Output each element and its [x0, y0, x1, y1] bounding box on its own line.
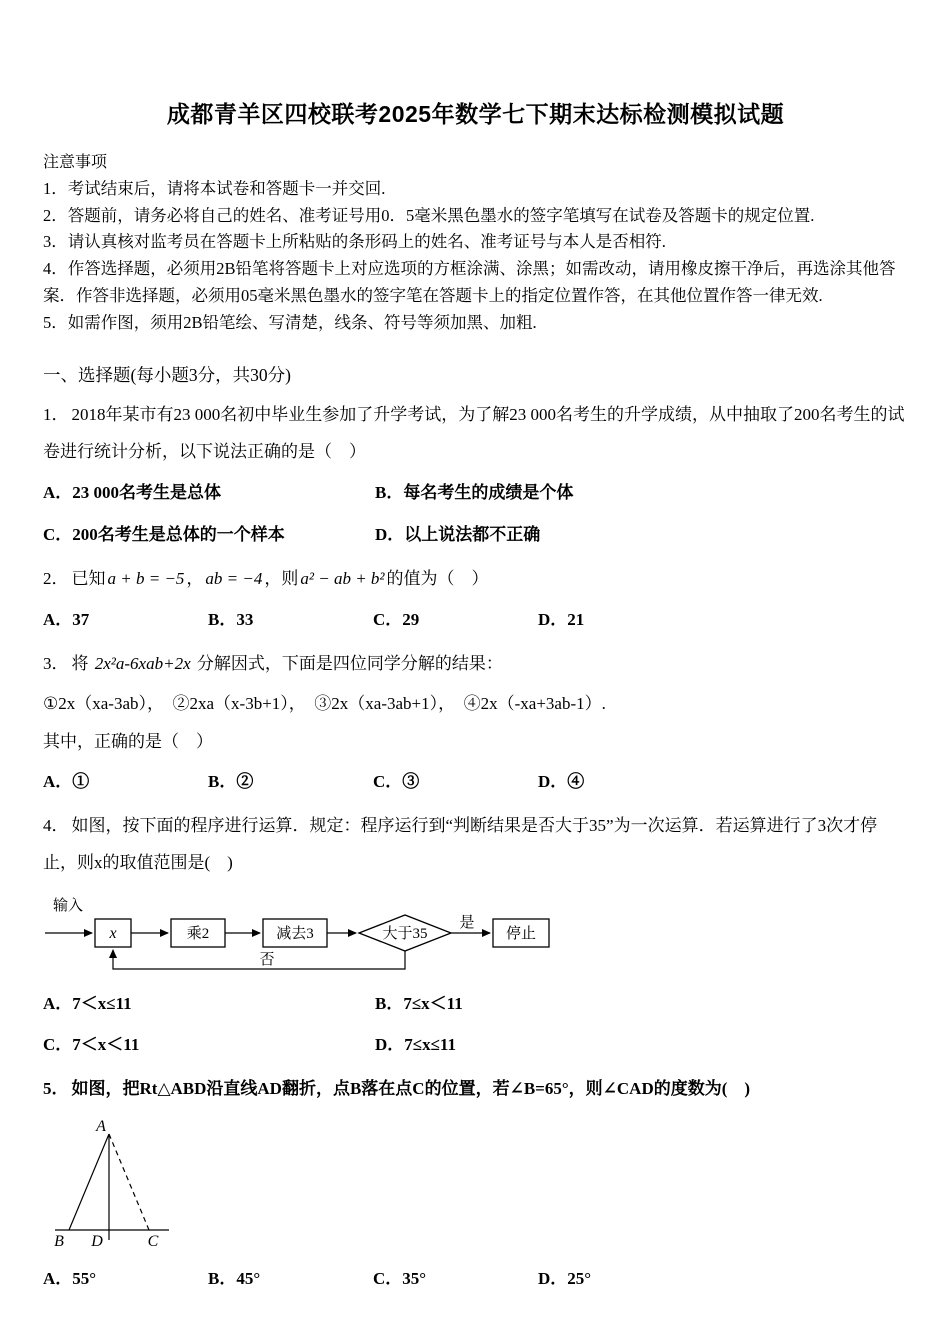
question-1-option-d: D．以上说法都不正确 [375, 524, 541, 544]
question-2-option-c: C．29 [373, 610, 420, 630]
question-4-text: 如图，按下面的程序进行运算．规定：程序运行到“判断结果是否大于35”为一次运算．若运算进行了3次才停止，则x的取值范围是( ) [43, 816, 878, 872]
question-1-text-line [43, 397, 908, 470]
flow-no-label: 否 [259, 952, 275, 969]
question-2-option-d: D．21 [538, 610, 585, 630]
vertex-c-label: C [147, 1232, 159, 1250]
question-1-option-a: A．23 000名考生是总体 [43, 483, 222, 503]
triangle-figure [47, 1118, 182, 1256]
question-4-option-c: C．7＜x＜11 [43, 1035, 140, 1055]
question-2 [43, 561, 908, 637]
vertex-b-label: B [54, 1232, 64, 1250]
question-3-suffix: 分解因式，下面是四位同学分解的结果： [192, 654, 503, 674]
question-2-suffix: 的值为（ ） [386, 568, 489, 588]
flowchart-figure [43, 893, 568, 981]
question-3-conclusion: 其中，正确的是（ ） [43, 731, 213, 751]
flow-stop-label: 停止 [505, 926, 537, 943]
question-1-option-c: C．200名考生是总体的一个样本 [43, 524, 285, 544]
notice-item-3: 3．请认真核对监考员在答题卡上所粘贴的条形码上的姓名、准考证号与本人是否相符. [43, 232, 666, 252]
question-2-options [43, 603, 908, 636]
page-title: 成都青羊区四校联考2025年数学七下期末达标检测模拟试题 [166, 101, 785, 127]
question-3-option-a: A．① [43, 771, 90, 791]
vertex-a-label: A [96, 1117, 106, 1135]
question-5 [43, 1071, 908, 1295]
triangle-line-ac-dashed [109, 1134, 149, 1230]
question-4-option-a: A．7＜x≤11 [43, 994, 132, 1014]
flow-input-label: 输入 [53, 898, 84, 915]
question-5-number: 5． [43, 1079, 69, 1099]
question-4-text-line [43, 808, 908, 881]
question-3 [43, 646, 908, 798]
notice-item-5: 5．如需作图，须用2B铅笔绘、写清楚，线条、符号等须加黑、加粗. [43, 312, 537, 332]
question-3-number: 3． [43, 654, 69, 674]
question-1-number: 1． [43, 405, 69, 425]
question-3-option-c: C．③ [373, 771, 420, 791]
flow-condition-label: 大于35 [382, 926, 428, 943]
question-2-separator-1: ， [186, 568, 204, 588]
question-3-options [43, 765, 908, 798]
triangle-line-ab [69, 1134, 109, 1230]
question-3-formula: 2x²a-6xab+2x [94, 654, 191, 674]
question-3-text-line [43, 646, 908, 683]
question-5-option-a: A．55° [43, 1268, 97, 1288]
vertex-d-label: D [91, 1232, 103, 1250]
notice-item-4: 4．作答选择题，必须用2B铅笔将答题卡上对应选项的方框涂满、涂黑；如需改动，请用橡皮擦干净后，再选涂其他答案．作答非选择题，必须用05毫米黑色墨水的签字笔在答题卡上的指定位置作答，在其他位置作答一律无效. [43, 259, 896, 305]
question-3-option-b: B．② [208, 771, 254, 791]
question-1-text: 2018年某市有23 000名初中毕业生参加了升学考试，为了解23 000名考生的升学成绩，从中抽取了200名考生的试卷进行统计分析，以下说法正确的是（ ） [43, 405, 905, 461]
question-1-option-b: B．每名考生的成绩是个体 [375, 483, 574, 503]
question-4-option-d: D．7≤x≤11 [375, 1035, 456, 1055]
question-5-option-c: C．35° [373, 1268, 427, 1288]
question-3-prefix: 将 [71, 654, 93, 674]
question-2-number: 2． [43, 568, 69, 588]
question-4 [43, 808, 908, 1061]
question-5-text: 如图，把Rt△ABD沿直线AD翻折，点B落在点C的位置，若∠B=65°，则∠CAD的度数为( ) [71, 1079, 751, 1099]
question-3-option-d: D．④ [538, 771, 585, 791]
question-4-number: 4． [43, 816, 69, 836]
notice-heading: 注意事项 [43, 154, 108, 171]
question-2-formula-2: ab = −4 [205, 568, 263, 588]
flow-x-label: x [109, 925, 117, 943]
notice-item-1: 1．考试结束后，请将本试卷和答题卡一并交回. [43, 179, 386, 198]
question-2-formula-1: a + b = −5 [107, 568, 185, 588]
notice-item-2: 2．答题前，请务必将自己的姓名、准考证号用0．5毫米黑色墨水的签字笔填写在试卷及答题卡的规定位置. [43, 205, 815, 225]
section-heading: 一、选择题(每小题3分，共30分) [43, 365, 291, 386]
flow-multiply-label: 乘2 [186, 926, 210, 943]
question-4-options [43, 987, 908, 1061]
question-3-results: ①2x（xa-3ab）， ②2xa（x-3b+1）， ③2x（xa-3ab+1）， ④2x（-xa+3ab-1）. [43, 693, 606, 713]
question-2-separator-2: ，则 [264, 568, 299, 588]
question-2-option-a: A．37 [43, 610, 90, 630]
question-5-text-line [43, 1071, 908, 1108]
question-5-option-d: D．25° [538, 1268, 592, 1288]
question-2-option-b: B．33 [208, 610, 254, 630]
question-2-prefix: 已知 [71, 568, 106, 588]
flow-yes-label: 是 [459, 915, 475, 932]
question-1-options [43, 476, 908, 550]
flow-subtract-label: 减去3 [276, 926, 314, 943]
notice-section [43, 149, 908, 336]
question-5-options [43, 1262, 908, 1295]
question-1 [43, 397, 908, 550]
question-2-formula-3: a² − ab + b² [300, 568, 385, 588]
question-4-option-b: B．7≤x＜11 [375, 994, 463, 1014]
question-2-text-line [43, 561, 908, 598]
question-5-option-b: B．45° [208, 1268, 261, 1288]
